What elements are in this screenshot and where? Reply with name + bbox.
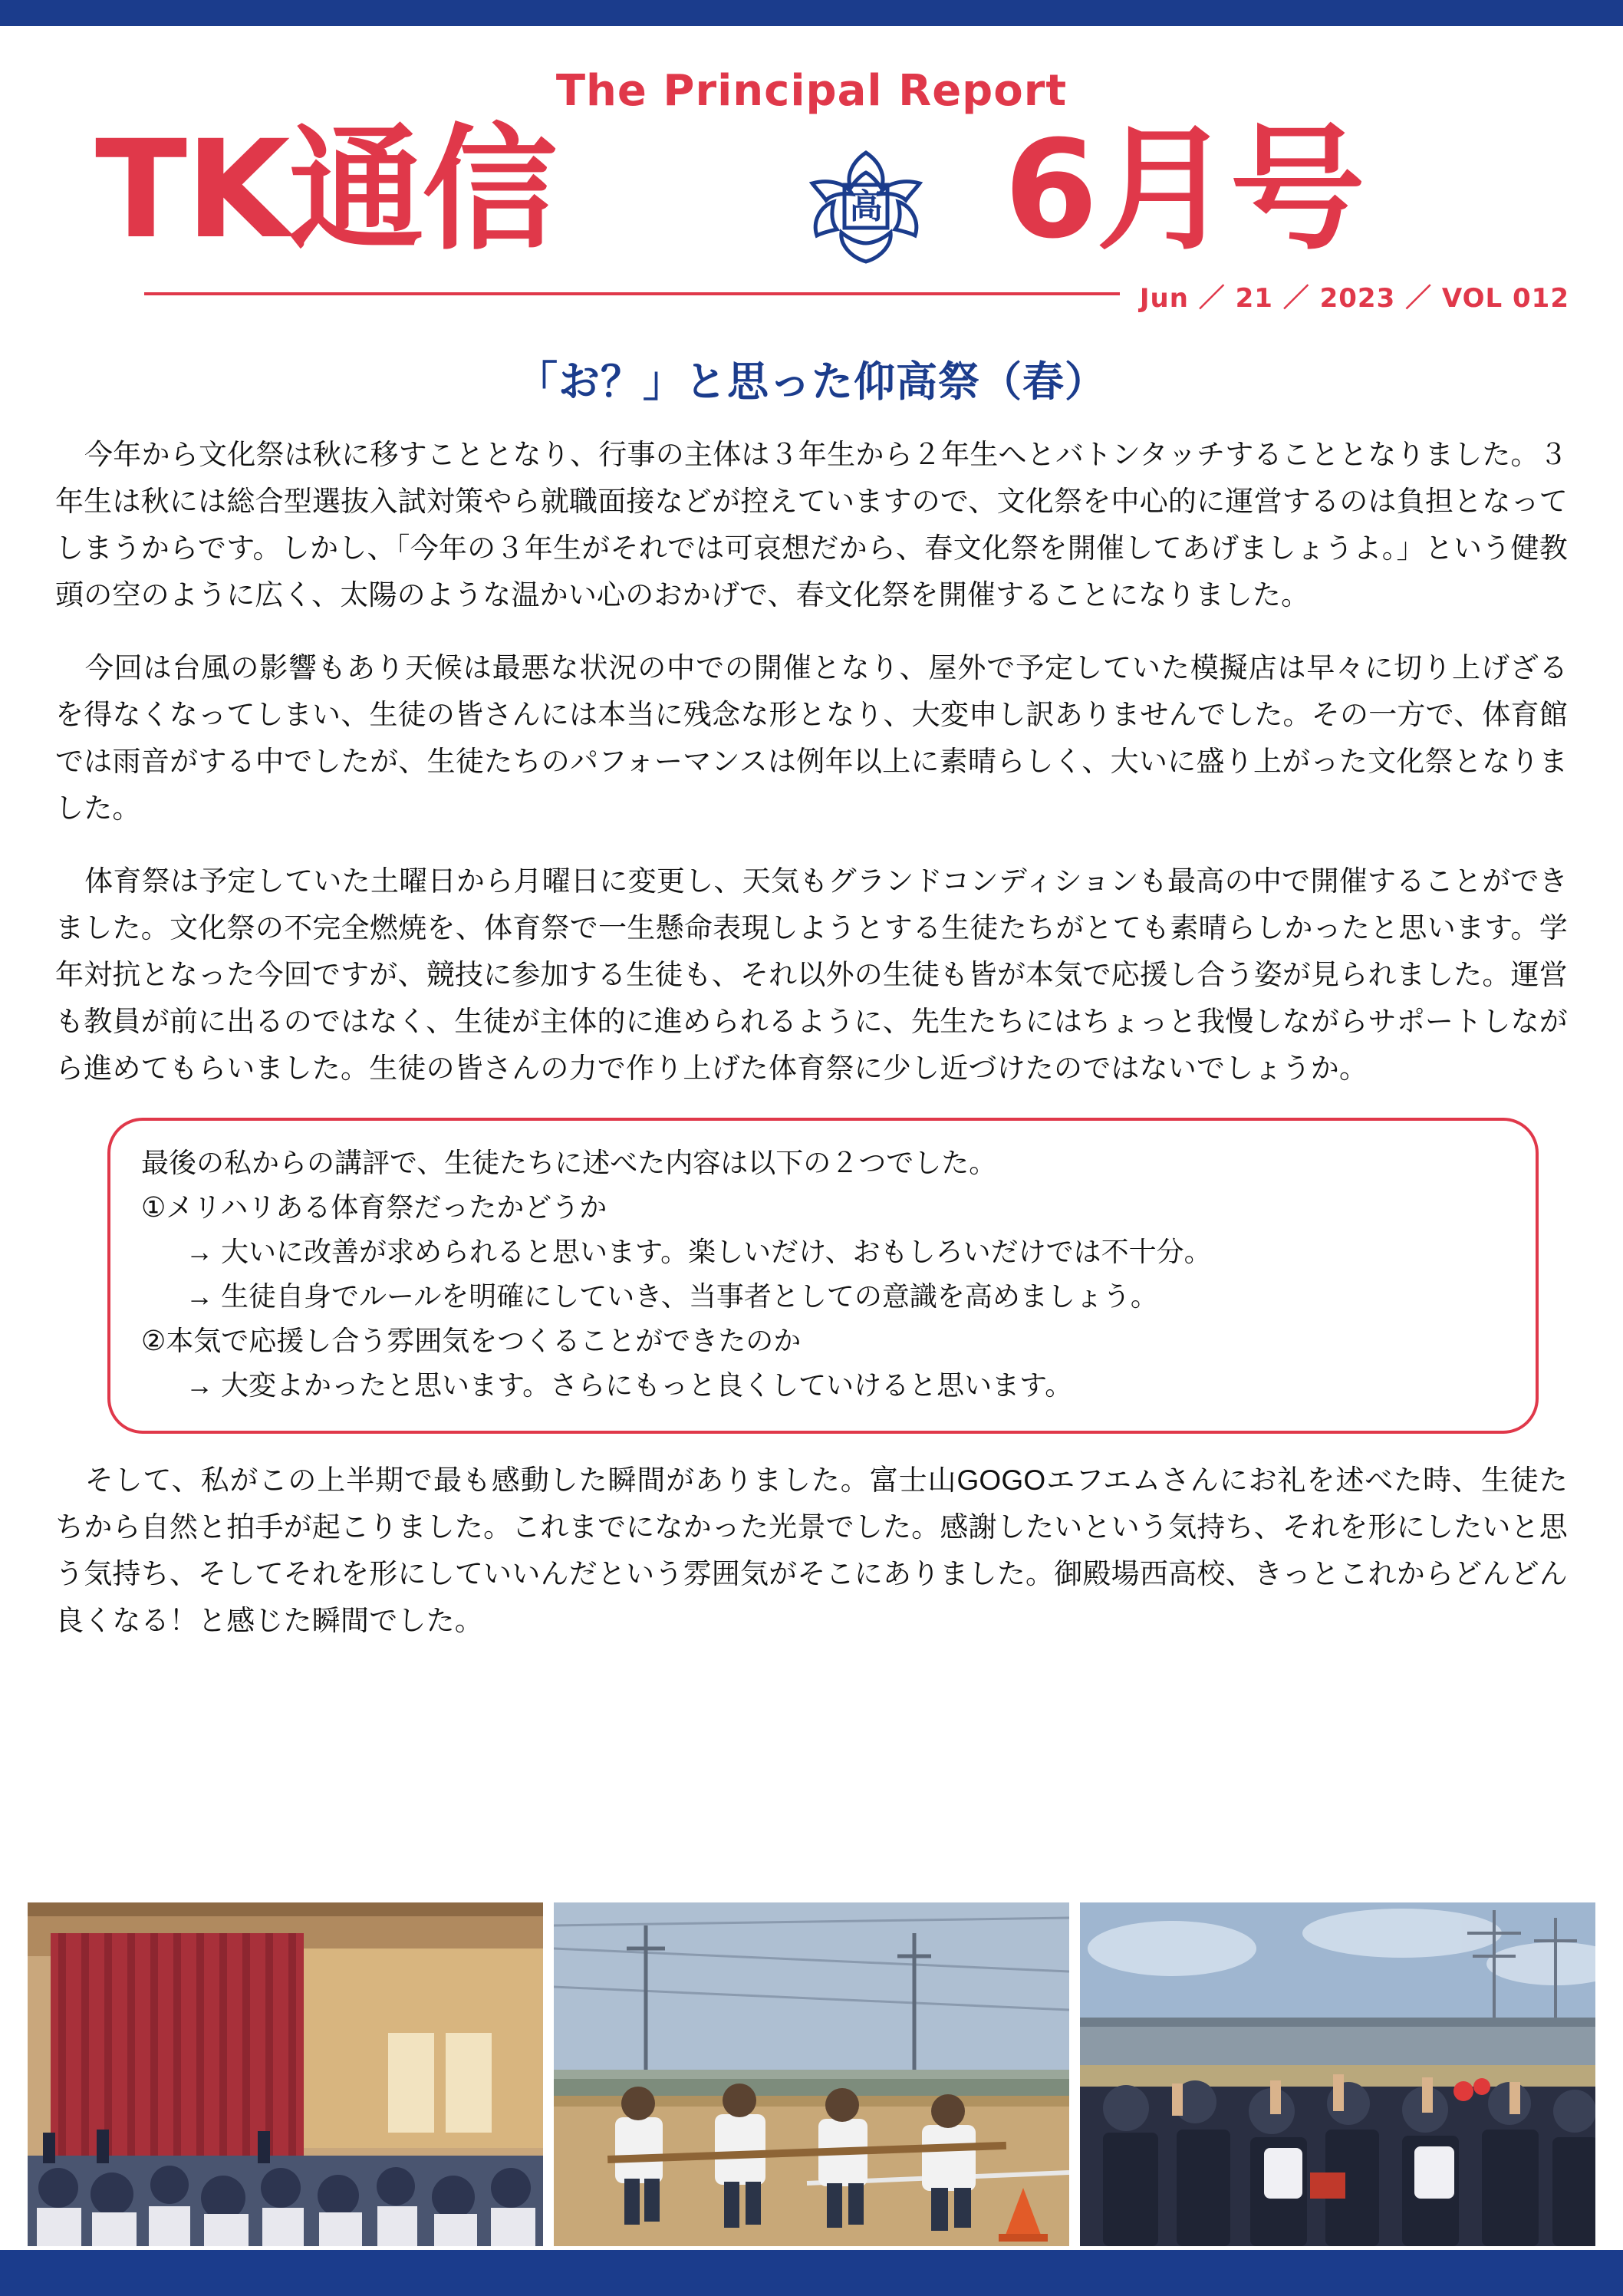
paragraph-2-text: 今回は台風の影響もあり天候は最悪な状況の中での開催となり、屋外で予定していた模擬店は早々に切り上げざるを得なくなってしまい、生徒の皆さんには本当に残念な形となり、大変申し訳ありませんでした。その一方で、体育館では雨音がする中でしたが、生徒たちのパフォーマンスは例年以上に素晴らしく、大いに盛り上がった文化祭となりました。 bbox=[55, 652, 1568, 824]
article-headline: 「お？」と思った仰高祭（春） bbox=[516, 359, 1107, 405]
callout-line-6: → 大変よかったと思います。さらにもっと良くしていけると思います。 bbox=[186, 1369, 1073, 1401]
masthead-title-left: TK通信 bbox=[95, 111, 556, 268]
school-crest-icon bbox=[789, 145, 943, 268]
masthead-rule-row bbox=[49, 283, 1574, 341]
callout-line-2: ①メリハリある体育祭だったかどうか bbox=[141, 1191, 607, 1223]
photo-sports-festival-race bbox=[554, 1902, 1069, 2246]
masthead-title-right: 6月号 bbox=[1004, 111, 1364, 268]
paragraph-3 bbox=[55, 858, 1568, 1092]
closing-paragraph-text: そして、私がこの上半期で最も感動した瞬間がありました。富士山GOGOエフエムさんにお礼を述べた時、生徒たちから自然と拍手が起こりました。これまでになかった光景でした。感謝したいという気持ち、それを形にしたいと思う気持ち、そしてそれを形にしていいんだという雰囲気がそこにありました。御殿場西高校、きっとこれからどんどん良くなる！と感じた瞬間でした。 bbox=[55, 1464, 1568, 1636]
paragraph-1 bbox=[55, 431, 1568, 618]
top-color-bar bbox=[0, 0, 1623, 26]
masthead bbox=[49, 111, 1574, 283]
paragraph-1-text: 今年から文化祭は秋に移すこととなり、行事の主体は３年生から２年生へとバトンタッチすることとなりました。３年生は秋には総合型選抜入試対策やら就職面接などが控えていますので、文化祭を中心的に運営するのは負担となってしまうからです。しかし、「今年の３年生がそれでは可哀想だから、春文化祭を開催してあげましょうよ。」という健教頭の空のように広く、太陽のような温かい心のおかげで、春文化祭を開催することになりました。 bbox=[55, 439, 1568, 611]
page-content bbox=[0, 26, 1623, 1670]
paragraph-3-text: 体育祭は予定していた土曜日から月曜日に変更し、天気もグランドコンディションも最高の中で開催することができました。文化祭の不完全燃焼を、体育祭で一生懸命表現しようとする生徒たちがとても素晴らしかったと思います。学年対抗となった今回ですが、競技に参加する生徒も、それ以外の生徒も皆が本気で応援し合う姿が見られました。運営も教員が前に出るのではなく、生徒が主体的に進められるように、先生たちにはちょっと我慢しながらサポートしながら進めてもらいました。生徒の皆さんの力で作り上げた体育祭に少し近づけたのではないでしょうか。 bbox=[55, 865, 1568, 1084]
paragraph-2 bbox=[55, 644, 1568, 832]
closing-paragraph bbox=[55, 1457, 1568, 1644]
issue-date-line: Jun ／ 21 ／ 2023 ／ VOL 012 bbox=[1139, 283, 1569, 314]
kicker-text: The Principal Report bbox=[555, 66, 1068, 116]
photo-row bbox=[28, 1902, 1595, 2246]
svg-text:高: 高 bbox=[849, 187, 883, 226]
callout-box bbox=[107, 1118, 1539, 1434]
photo-students-cheering bbox=[1080, 1902, 1595, 2246]
callout-line-3: → 大いに改善が求められると思います。楽しいだけ、おもしろいだけでは不十分。 bbox=[186, 1236, 1212, 1267]
callout-line-4: → 生徒自身でルールを明確にしていき、当事者としての意識を高めましょう。 bbox=[186, 1280, 1158, 1312]
bottom-color-bar bbox=[0, 2250, 1623, 2296]
callout-line-1: 最後の私からの講評で、生徒たちに述べた内容は以下の２つでした。 bbox=[141, 1147, 997, 1178]
callout-line-5: ②本気で応援し合う雰囲気をつくることができたのか bbox=[141, 1325, 802, 1356]
photo-gymnasium-performance bbox=[28, 1902, 543, 2246]
horizontal-rule bbox=[144, 292, 1120, 295]
